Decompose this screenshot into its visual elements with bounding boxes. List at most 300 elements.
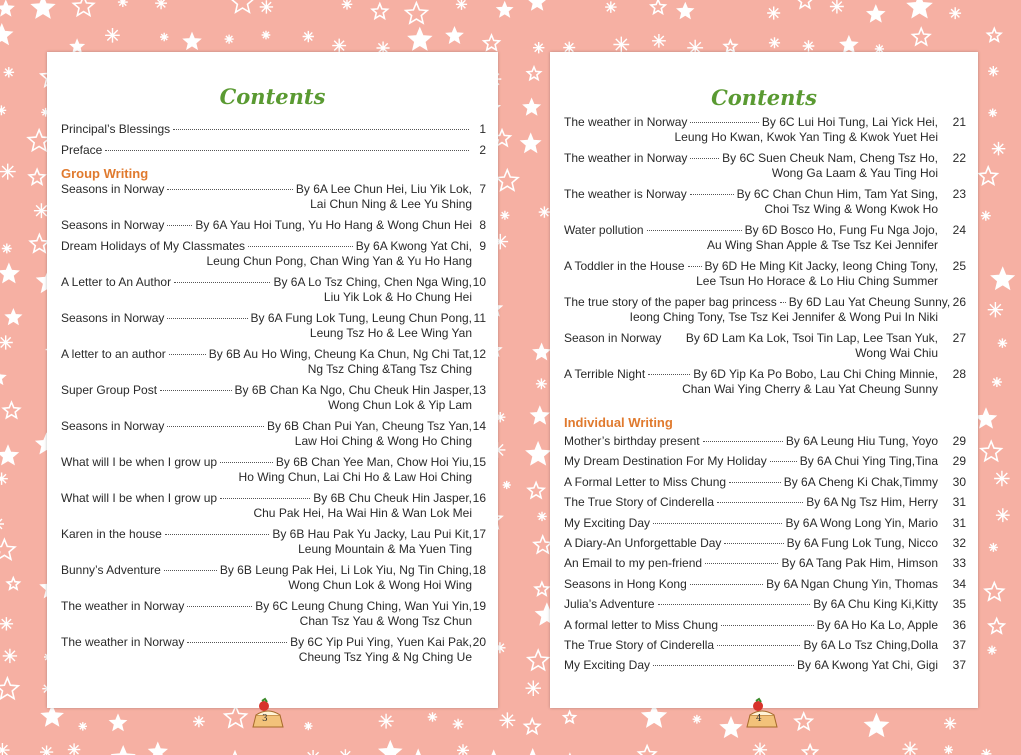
star-icon	[988, 28, 1002, 41]
sparkle-icon	[533, 42, 544, 53]
sparkle-icon	[68, 743, 81, 755]
entry-page-number: 20	[472, 635, 486, 649]
entry-page-number: 31	[952, 515, 966, 530]
entry-title: Dream Holidays of My Classmates	[61, 239, 246, 253]
toc-entry	[564, 556, 966, 571]
sparkle-icon	[225, 35, 234, 44]
entry-title: A letter to an author	[61, 347, 166, 361]
star-icon	[522, 750, 544, 755]
entry-page-number: 18	[472, 563, 486, 577]
entry-authors: By 6B Chu Cheuk Hin Jasper,	[313, 491, 472, 505]
sparkle-icon	[0, 164, 16, 180]
entry-page-number: 37	[952, 637, 966, 652]
entry-authors: By 6A Kwong Yat Chi, Gigi	[797, 658, 938, 673]
entry-authors: By 6A Lo Tsz Ching, Chen Nga Wing,	[273, 275, 472, 289]
star-icon	[534, 536, 552, 553]
sparkle-icon	[981, 749, 991, 755]
toc-entry-line	[564, 367, 938, 382]
dot-leader	[187, 642, 287, 643]
entry-title: Principal’s Blessings	[61, 122, 171, 136]
star-icon	[908, 0, 931, 17]
entry-page-number: 33	[952, 556, 966, 571]
toc-entry-line	[61, 527, 472, 542]
entry-authors-line2: Leung Mountain & Ma Yuen Ting	[298, 542, 472, 556]
dot-leader	[165, 534, 270, 535]
entry-page-number: 23	[952, 187, 966, 201]
star-icon	[372, 4, 387, 19]
entry-authors-line2: Au Wing Shan Apple & Tse Tsz Kei Jennifer	[706, 238, 938, 252]
toc-entry-line	[564, 223, 938, 238]
entry-authors-line2: Leung Tsz Ho & Lee Wing Yan	[309, 326, 472, 340]
sparkle-icon	[303, 31, 314, 42]
entry-title: Season in Norway	[564, 331, 662, 345]
toc-entry	[61, 635, 486, 665]
entry-authors: By 6A Ng Tsz Him, Herry	[806, 495, 938, 510]
star-icon	[225, 706, 247, 727]
entry-title: A Formal Letter to Miss Chung	[564, 474, 727, 489]
toc-entry	[564, 474, 966, 490]
sparkle-icon	[988, 109, 997, 118]
entry-title: What will I be when I grow up	[61, 491, 218, 505]
star-icon	[0, 678, 18, 699]
toc-entry	[61, 599, 486, 629]
entry-authors: By 6B Chan Ka Ngo, Chu Cheuk Hin Jasper,	[234, 383, 472, 397]
dot-leader	[169, 354, 206, 355]
entry-page-number: 21	[952, 115, 966, 129]
toc-entry-line	[61, 143, 472, 158]
toc-entry-line	[61, 347, 472, 362]
entry-page-number: 26	[952, 295, 966, 309]
dot-leader	[167, 189, 293, 190]
toc-entry-line	[564, 475, 938, 490]
entry-authors: By 6C Leung Chung Ching, Wan Yui Yin,	[255, 599, 472, 613]
entry-authors: By 6A Yau Hoi Tung, Yu Ho Hang & Wong Chun Hei	[195, 218, 472, 232]
toc-entry-line	[564, 187, 938, 202]
star-icon	[724, 40, 736, 52]
star-icon	[643, 705, 665, 726]
star-icon	[409, 29, 431, 50]
entry-title: Preface	[61, 143, 103, 157]
entry-title: My Exciting Day	[564, 658, 651, 673]
sparkle-icon	[988, 66, 999, 76]
sparkle-icon	[539, 206, 550, 217]
entry-page-number: 30	[952, 474, 966, 489]
sparkle-icon	[0, 743, 10, 755]
entry-title: Water pollution	[564, 223, 644, 237]
toc-entry	[61, 239, 486, 269]
dot-leader	[653, 523, 782, 524]
star-icon	[841, 37, 857, 52]
star-icon	[527, 67, 540, 80]
toc-entry	[61, 491, 486, 521]
entry-authors: By 6A Fung Lok Tung, Nicco	[786, 535, 938, 550]
contents-list	[564, 115, 966, 679]
sparkle-icon	[3, 649, 17, 663]
star-icon	[651, 0, 665, 13]
sparkle-icon	[987, 646, 996, 655]
star-icon	[0, 25, 12, 43]
dot-leader	[721, 625, 814, 626]
dot-leader	[780, 302, 786, 303]
entry-page-number: 7	[479, 182, 486, 196]
toc-entry	[564, 515, 966, 531]
star-icon	[532, 407, 548, 423]
star-icon	[408, 751, 429, 755]
sparkle-icon	[305, 750, 320, 755]
entry-authors-line2: Leung Ho Kwan, Kwok Yan Ting & Kwok Yuet Hei	[674, 130, 938, 144]
contents-list	[61, 122, 486, 671]
sparkle-icon	[40, 746, 53, 755]
star-icon	[111, 715, 126, 729]
entry-page-number: 31	[952, 495, 966, 510]
entry-title: A Letter to An Author	[61, 275, 172, 289]
star-icon	[0, 539, 15, 559]
entry-authors-line2: Lai Chun Ning & Lee Yu Shing	[310, 197, 472, 211]
sparkle-icon	[992, 377, 1002, 387]
star-icon	[498, 3, 512, 16]
sparkle-icon	[767, 7, 780, 20]
star-icon	[73, 0, 93, 15]
dot-leader	[248, 246, 353, 247]
section-heading: Individual Writing	[564, 415, 673, 430]
page-number: 3	[262, 714, 268, 724]
entry-authors-line2: Wong Ga Laam & Yau Ting Hoi	[771, 166, 938, 180]
entry-page-number: 32	[952, 535, 966, 550]
entry-authors-line2: Leung Chun Pong, Chan Wing Yan & Yu Ho Hang	[206, 254, 472, 268]
star-icon	[0, 1, 13, 15]
sparkle-icon	[526, 681, 542, 697]
sparkle-icon	[428, 712, 438, 722]
sparkle-icon	[457, 744, 469, 755]
entry-page-number: 1	[479, 122, 486, 136]
star-icon	[528, 483, 544, 498]
entry-page-number: 24	[952, 223, 966, 237]
sparkle-icon	[0, 617, 13, 630]
entry-title: Seasons in Norway	[61, 311, 165, 325]
toc-entry-line	[564, 495, 938, 510]
toc-entry	[564, 617, 966, 633]
star-icon	[913, 28, 930, 45]
toc-entry-line	[564, 618, 938, 633]
entry-title: Bunny’s Adventure	[61, 563, 161, 577]
entry-authors: By 6A Cheng Ki Chak,Timmy	[783, 474, 938, 489]
sparkle-icon	[996, 508, 1010, 522]
star-icon	[528, 650, 549, 670]
sparkle-icon	[500, 211, 509, 220]
sparkle-icon	[0, 105, 6, 115]
star-icon	[989, 619, 1004, 634]
star-icon	[380, 742, 401, 755]
star-icon	[42, 706, 62, 725]
star-icon	[150, 744, 166, 755]
entry-authors: By 6C Chan Chun Him, Tam Yat Sing,	[736, 187, 938, 201]
sparkle-icon	[339, 749, 353, 755]
toc-entry	[564, 259, 966, 289]
entry-authors-line2: Law Hoi Ching & Wong Ho Ching	[294, 434, 472, 448]
entry-page-number: 19	[472, 599, 486, 613]
sparkle-icon	[981, 211, 991, 221]
sparkle-icon	[830, 0, 844, 13]
entry-authors-line2: Choi Tsz Wing & Wong Kwok Ho	[764, 202, 938, 216]
entry-authors: By 6D He Ming Kit Jacky, Ieong Ching Tony,	[704, 259, 938, 273]
dot-leader	[690, 194, 734, 195]
sparkle-icon	[994, 471, 1010, 487]
star-icon	[795, 713, 812, 729]
toc-entry	[564, 115, 966, 145]
entry-authors-line2: Chan Tsz Yau & Wong Tsz Chun	[299, 614, 472, 628]
dot-leader	[703, 441, 783, 442]
star-icon	[7, 578, 19, 590]
entry-authors: By 6A Kwong Yat Chi,	[355, 239, 472, 253]
sparkle-icon	[613, 37, 629, 53]
sparkle-icon	[949, 7, 961, 19]
entry-title: A formal letter to Miss Chung	[564, 617, 719, 632]
entry-authors: By 6B Leung Pak Hei, Li Lok Yiu, Ng Tin Ching,	[219, 563, 472, 577]
toc-entry	[564, 434, 966, 449]
sparkle-icon	[193, 716, 205, 728]
toc-entry-line	[564, 259, 938, 274]
star-icon	[529, 0, 545, 9]
star-icon	[3, 402, 19, 418]
entry-authors: By 6A Fung Lok Tung, Leung Chun Pong,	[250, 311, 472, 325]
entry-authors: By 6D Lau Yat Cheung Sunny,	[788, 295, 951, 309]
entry-page-number: 9	[479, 239, 486, 253]
sparkle-icon	[0, 517, 4, 531]
toc-entry	[61, 122, 486, 137]
dot-leader	[690, 584, 763, 585]
toc-entry-line	[564, 536, 938, 551]
entry-page-number: 15	[472, 455, 486, 469]
entry-authors-line2: Wong Chun Lok & Yip Lam	[328, 398, 472, 412]
star-icon	[525, 719, 540, 734]
entry-page-number: 8	[479, 218, 486, 232]
entry-title: The true story of the paper bag princess	[564, 295, 777, 309]
dot-leader	[105, 150, 469, 151]
star-icon	[678, 4, 693, 18]
toc-entry-line	[564, 556, 938, 571]
entry-title: The weather in Norway	[61, 599, 185, 613]
dot-leader	[648, 374, 690, 375]
dot-leader	[164, 570, 217, 571]
entry-title: An Email to my pen-friend	[564, 556, 703, 571]
dot-leader	[690, 122, 759, 123]
sparkle-icon	[0, 473, 8, 485]
sparkle-icon	[693, 715, 702, 724]
toc-entry	[61, 347, 486, 377]
sparkle-icon	[379, 714, 394, 729]
entry-page-number: 29	[952, 434, 966, 448]
toc-entry-line	[564, 434, 938, 449]
entry-page-number: 14	[472, 419, 486, 433]
toc-entry	[564, 367, 966, 397]
star-icon	[406, 3, 428, 23]
entry-authors-line2: Ho Wing Chun, Lai Chi Ho & Law Hoi Ching	[238, 470, 472, 484]
sparkle-icon	[500, 712, 516, 728]
toc-entry-line	[564, 516, 938, 531]
entry-authors: By 6A Ho Ka Lo, Apple	[816, 617, 938, 632]
entry-authors: By 6C Yip Pui Ying, Yuen Kai Pak,	[290, 635, 472, 649]
star-icon	[447, 28, 462, 42]
left-page	[47, 52, 498, 708]
entry-page-number: 11	[473, 311, 486, 325]
entry-authors: By 6A Tang Pak Him, Himson	[781, 556, 938, 571]
dot-leader	[724, 543, 783, 544]
entry-title: The weather in Norway	[61, 635, 185, 649]
star-icon	[985, 583, 1004, 601]
entry-title: Seasons in Norway	[61, 218, 165, 232]
entry-title: Mother’s birthday present	[564, 434, 700, 448]
toc-entry	[61, 275, 486, 305]
dot-leader	[717, 645, 800, 646]
entry-authors: By 6D Yip Ka Po Bobo, Lau Chi Ching Minnie,	[693, 367, 938, 381]
toc-entry-line	[61, 455, 472, 470]
sparkle-icon	[79, 722, 88, 731]
toc-entry	[564, 658, 966, 673]
toc-entry-line	[564, 115, 938, 130]
entry-page-number: 29	[952, 454, 966, 469]
entry-authors: By 6A Lo Tsz Ching,Dolla	[803, 637, 938, 652]
entry-title: Seasons in Norway	[61, 419, 165, 433]
entry-page-number: 28	[952, 367, 966, 381]
entry-authors: By 6C Suen Cheuk Nam, Cheng Tsz Ho,	[722, 151, 938, 165]
dot-leader	[173, 129, 469, 130]
entry-authors: By 6B Au Ho Wing, Cheung Ka Chun, Ng Chi Tat,	[208, 347, 472, 361]
toc-entry-line	[564, 454, 938, 469]
toc-entry-line	[61, 563, 472, 578]
toc-entry	[564, 576, 966, 592]
entry-title: The weather in Norway	[564, 115, 688, 129]
toc-entry	[61, 218, 486, 233]
sparkle-icon	[456, 0, 467, 10]
page-number: 4	[756, 714, 762, 724]
star-icon	[71, 40, 83, 51]
entry-authors-line2: Lee Tsun Ho Horace & Lo Hiu Ching Summer	[696, 274, 938, 288]
entry-authors-line2: Ieong Ching Tony, Tse Tsz Kei Jennifer & Wong Pui In Niki	[629, 310, 938, 324]
dot-leader	[160, 390, 231, 391]
sparkle-icon	[944, 717, 956, 729]
entry-authors-line2: Cheung Tsz Ying & Ng Ching Ue	[298, 650, 472, 664]
sparkle-icon	[342, 0, 353, 10]
sparkle-icon	[605, 1, 617, 13]
entry-authors-line2: Wong Wai Chiu	[855, 346, 938, 360]
dot-leader	[167, 426, 264, 427]
entry-page-number: 22	[952, 151, 966, 165]
sparkle-icon	[160, 33, 168, 41]
dot-leader	[220, 498, 310, 499]
dot-leader	[167, 318, 247, 319]
toc-entry	[564, 597, 966, 612]
star-icon	[497, 170, 518, 190]
dot-leader	[690, 158, 719, 159]
dot-leader	[167, 225, 192, 226]
sparkle-icon	[803, 40, 815, 52]
entry-title: My Dream Destination For My Holiday	[564, 454, 767, 469]
entry-authors: By 6A Lee Chun Hei, Liu Yik Lok,	[295, 182, 472, 196]
entry-title: The weather in Norway	[564, 151, 688, 165]
sparkle-icon	[944, 745, 953, 754]
entry-authors-line2: Ng Tsz Ching &Tang Tsz Ching	[307, 362, 472, 376]
star-icon	[797, 0, 813, 8]
toc-entry	[564, 187, 966, 217]
star-icon	[0, 446, 17, 463]
toc-entry-line	[61, 218, 472, 233]
entry-title: Julia’s Adventure	[564, 597, 655, 612]
entry-authors: By 6C Lui Hoi Tung, Lai Yick Hei,	[761, 115, 938, 129]
entry-title: Super Group Post	[61, 383, 158, 397]
star-icon	[639, 746, 656, 755]
sparkle-icon	[118, 0, 128, 7]
star-icon	[866, 715, 888, 736]
toc-entry	[61, 527, 486, 557]
entry-authors: By 6D Bosco Ho, Fung Fu Nga Jojo,	[744, 223, 938, 237]
entry-authors: By 6B Chan Pui Yan, Cheung Tsz Yan,	[266, 419, 472, 433]
toc-entry-line	[61, 275, 472, 290]
toc-entry	[61, 143, 486, 158]
entry-authors: By 6A Chui Ying Ting,Tina	[799, 454, 938, 469]
entry-authors: By 6A Wong Long Yin, Mario	[785, 515, 938, 530]
toc-entry	[61, 563, 486, 593]
section-heading: Group Writing	[61, 166, 149, 181]
sparkle-icon	[260, 0, 273, 13]
sparkle-icon	[155, 0, 167, 9]
entry-authors: By 6A Leung Hiu Tung, Yoyo	[785, 434, 938, 448]
page-title: Contents	[219, 84, 326, 109]
toc-entry-line	[61, 182, 472, 197]
entry-title: The weather is Norway	[564, 187, 687, 201]
dot-leader	[653, 665, 794, 666]
entry-page-number: 2	[479, 143, 486, 157]
sparkle-icon	[332, 39, 346, 53]
dot-leader	[770, 461, 797, 462]
entry-page-number: 34	[952, 576, 966, 591]
dot-leader	[705, 563, 778, 564]
toc-entry	[564, 223, 966, 253]
entry-page-number: 10	[472, 275, 486, 289]
sparkle-icon	[536, 378, 547, 389]
entry-page-number: 17	[472, 527, 486, 541]
sparkle-icon	[304, 722, 312, 730]
entry-authors: By 6A Chu King Ki,Kitty	[813, 597, 938, 612]
toc-entry-line	[61, 419, 472, 434]
star-icon	[868, 6, 884, 21]
toc-entry-line	[61, 383, 472, 398]
sparkle-icon	[2, 244, 12, 254]
toc-entry-line	[61, 635, 472, 650]
right-page	[550, 52, 978, 708]
sparkle-icon	[652, 34, 666, 48]
sparkle-icon	[453, 719, 464, 730]
star-icon	[32, 0, 53, 17]
toc-entry-line	[564, 331, 938, 346]
star-icon	[527, 443, 549, 464]
star-icon	[981, 441, 1001, 460]
star-icon	[0, 265, 18, 282]
star-icon	[564, 712, 576, 723]
toc-entry-line	[61, 239, 472, 254]
entry-title: A Diary-An Unforgettable Day	[564, 535, 722, 550]
sparkle-icon	[503, 481, 511, 489]
star-icon	[484, 752, 504, 755]
sparkle-icon	[0, 335, 13, 349]
star-icon	[535, 582, 549, 595]
toc-entry-line	[61, 599, 472, 614]
sparkle-icon	[998, 338, 1008, 348]
entry-title: Seasons in Norway	[61, 182, 165, 196]
star-icon	[977, 409, 996, 427]
sparkle-icon	[903, 742, 918, 755]
star-icon	[992, 268, 1013, 288]
page-title: Contents	[711, 85, 817, 110]
